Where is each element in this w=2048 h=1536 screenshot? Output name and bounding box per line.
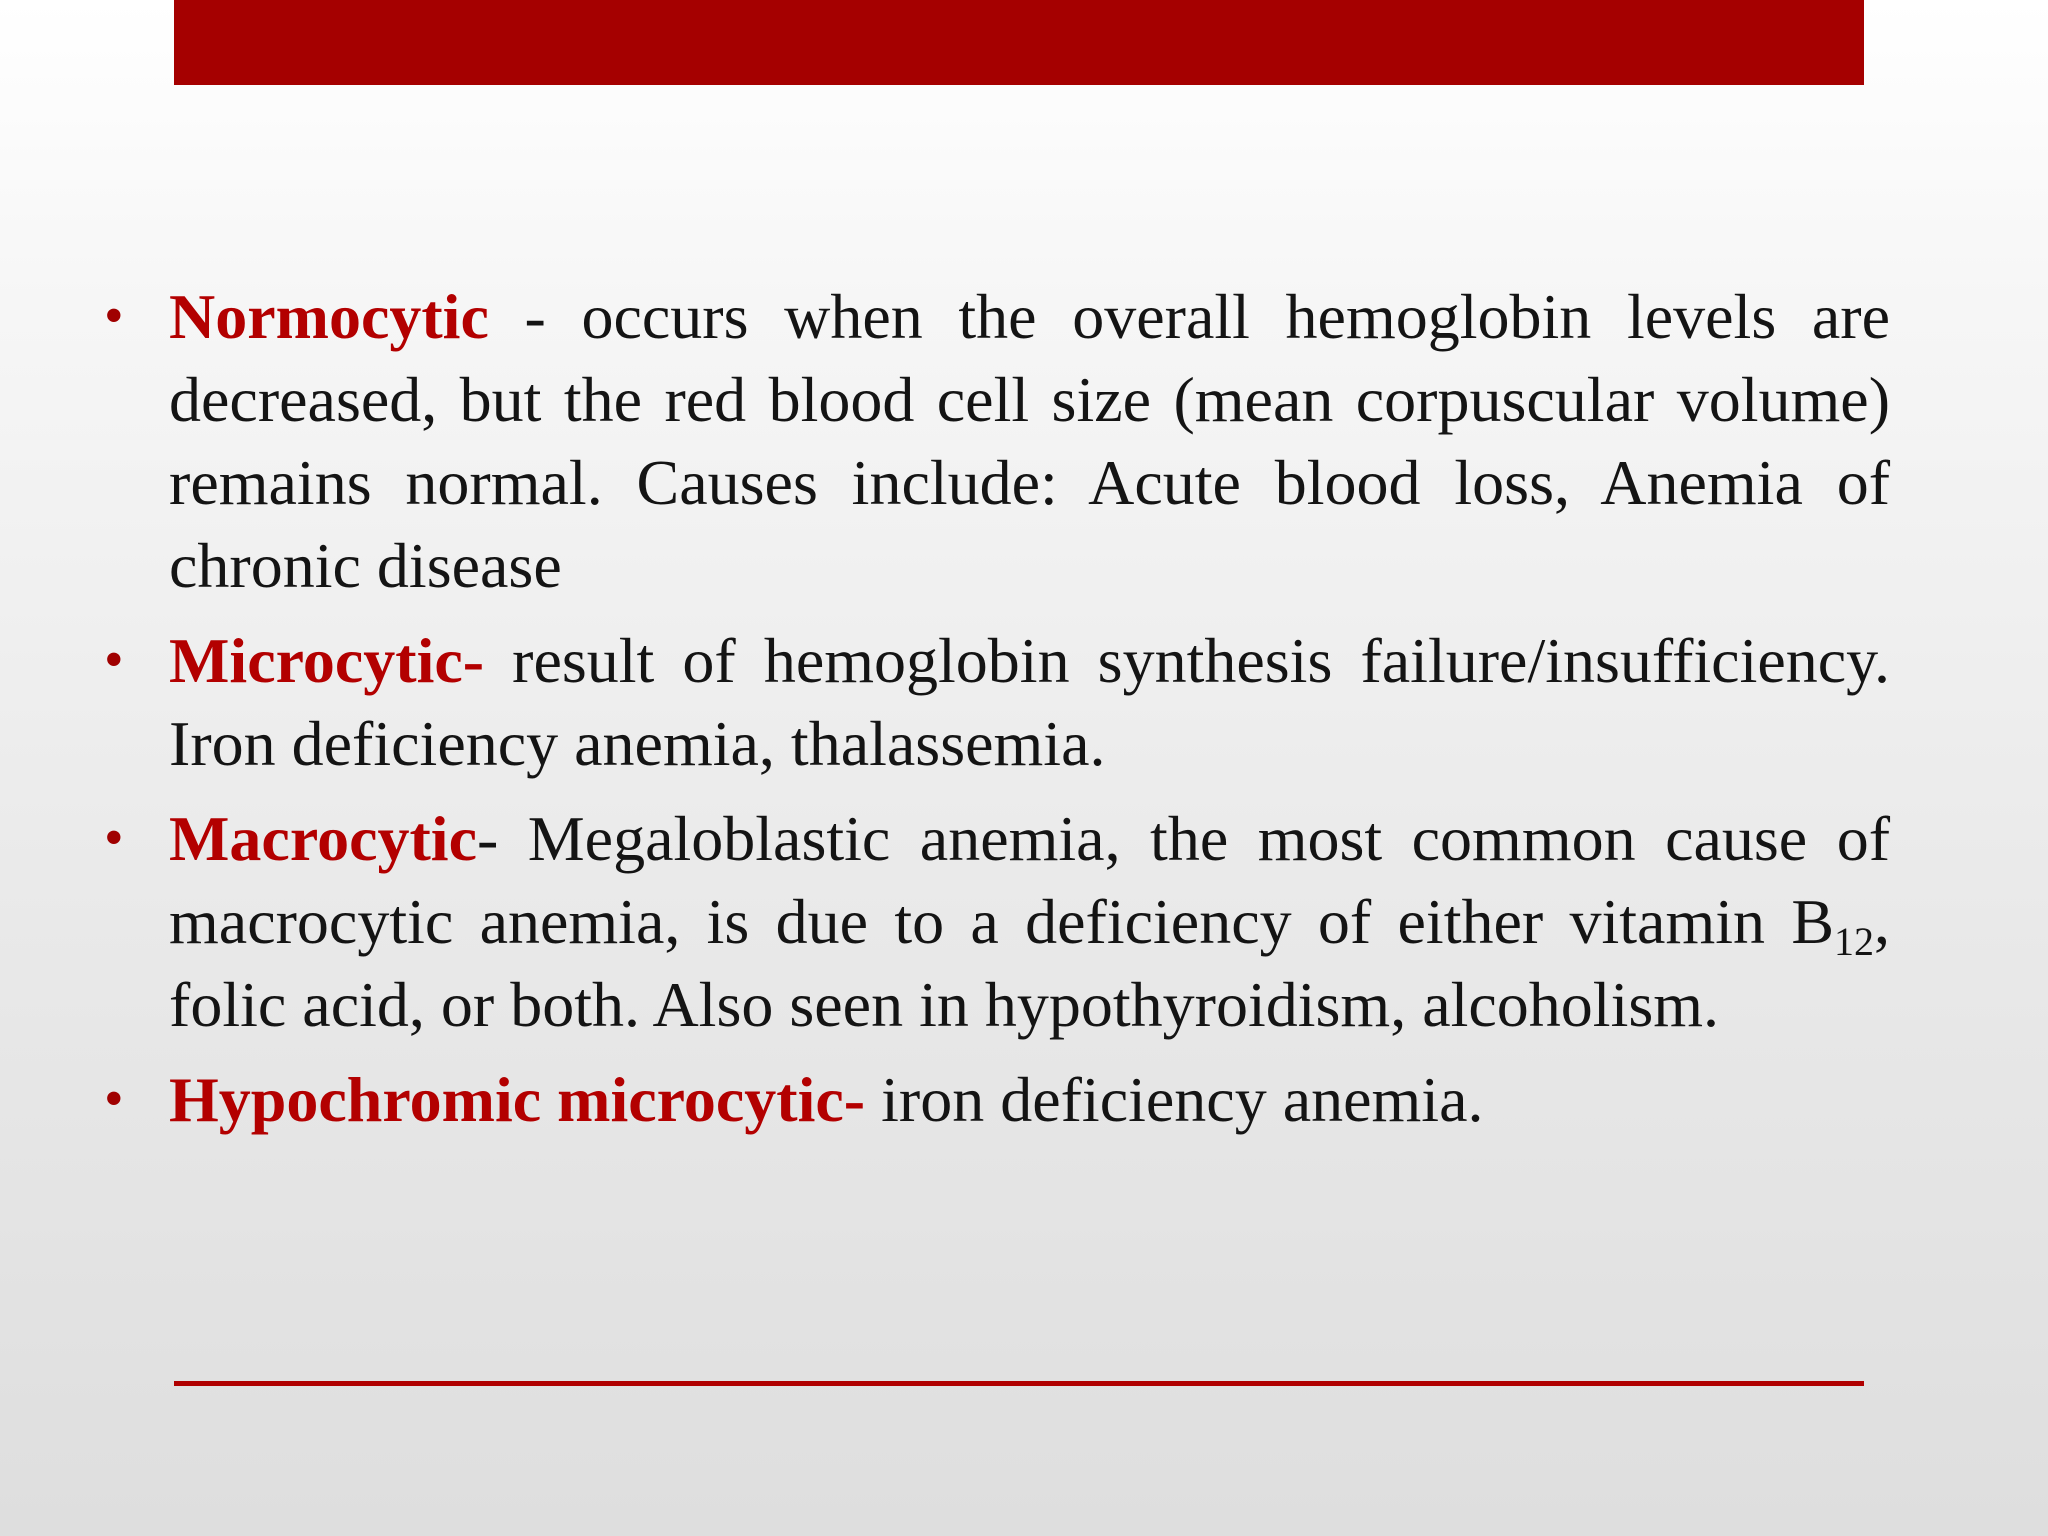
bullet-icon: •: [104, 629, 124, 691]
term-label: Normocytic: [169, 281, 489, 352]
term-label: Microcytic-: [169, 625, 485, 696]
bullet-icon: •: [104, 1068, 124, 1130]
bullet-icon: •: [104, 807, 124, 869]
bullet-text-continued: , folic acid, or both. Also seen in hypothyroidism, alcoholism.: [169, 886, 1890, 1040]
term-label: Hypochromic microcytic-: [169, 1064, 866, 1135]
header-bar: [174, 0, 1864, 85]
term-label: Macrocytic: [169, 803, 477, 874]
bullet-icon: •: [104, 285, 124, 347]
bullet-item-hypochromic-microcytic: [104, 1058, 1890, 1141]
bullet-text: result of hemoglobin synthesis failure/insufficiency. Iron deficiency anemia, thalassemia.: [169, 625, 1890, 779]
bullet-item-macrocytic: [104, 797, 1890, 1046]
subscript: 12: [1834, 919, 1874, 964]
footer-rule: [174, 1381, 1864, 1386]
bullet-text: iron deficiency anemia.: [865, 1064, 1484, 1135]
content-area: [104, 275, 1890, 1153]
bullet-text: - occurs when the overall hemoglobin levels are decreased, but the red blood cell size (mean corpuscular volume) remains normal. Causes include: Acute blood loss, Anemia of chronic disease: [169, 281, 1890, 601]
bullet-item-normocytic: [104, 275, 1890, 607]
bullet-text: - Megaloblastic anemia, the most common cause of macrocytic anemia, is due to a deficiency of either vitamin B: [169, 803, 1890, 957]
bullet-item-microcytic: [104, 619, 1890, 785]
bullet-list: [104, 275, 1890, 1141]
